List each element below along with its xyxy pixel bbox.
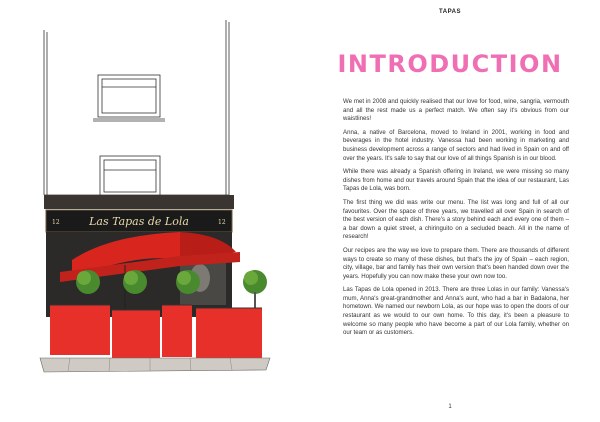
red-barriers [50, 305, 262, 358]
paragraph: We met in 2008 and quickly realised that our love for food, wine, sangria, vermouth and all the rest made us a perfect match. We often say it's obvious from our waistlines! [343, 98, 569, 123]
sign-right-number: 12 [218, 219, 226, 226]
paragraph: The first thing we did was write our menu. The list was long and full of all our favourites. Over the space of three years, we travelled all over Spain in search of the best version of each dish. There's a story behind each and every one of them – a bar down a quiet street, a chiringuito on a secluded beach. All in the name of research! [343, 198, 569, 241]
page-number: 1 [448, 404, 452, 410]
page-title: INTRODUCTION [337, 50, 563, 78]
sign-text: Las Tapas de Lola [89, 215, 189, 228]
paragraph: Las Tapas de Lola opened in 2013. There are three Lolas in our family: Vanessa's mum, Anna's great-grandmother and Anna's aunt, who had a bar in Badalona, her hometown. We named our newborn Lola, as our hope was to open the doors of our restaurant as we would to our own home. To this day, it's been a pleasure to welcome so many people who have become a part of our Lola family, whether on our team or as customers. [343, 286, 569, 337]
restaurant-illustration [30, 20, 280, 410]
sign-left-number: 12 [52, 219, 60, 226]
paragraph: While there was already a Spanish offering in Ireland, we were missing so many dishes from home and our travels around Spain that the idea of our restaurant, Las Tapas de Lola, was born. [343, 168, 569, 193]
paragraph: Our recipes are the way we love to prepare them. There are thousands of different ways to create so many of these dishes, but that's the joy of Spain – each region, city, village, bar and family has their own version that's been handed down over the years. Hopefully you can now make these your own now too. [343, 246, 569, 280]
restaurant-sign [46, 210, 232, 232]
upper-window [93, 75, 165, 121]
pavement [40, 358, 270, 372]
facade-band [44, 195, 234, 209]
paragraph: Anna, a native of Barcelona, moved to Ireland in 2001, working in food and beverages in the hotel industry. Vanessa had been working in marketing and business development across a range of sectors and had lived in Spain on and off over the years. It's safe to say that our love of all things Spanish is in our blood. [343, 128, 569, 162]
running-header: TAPAS [439, 9, 461, 15]
body-text [343, 98, 569, 343]
middle-window [100, 156, 160, 196]
